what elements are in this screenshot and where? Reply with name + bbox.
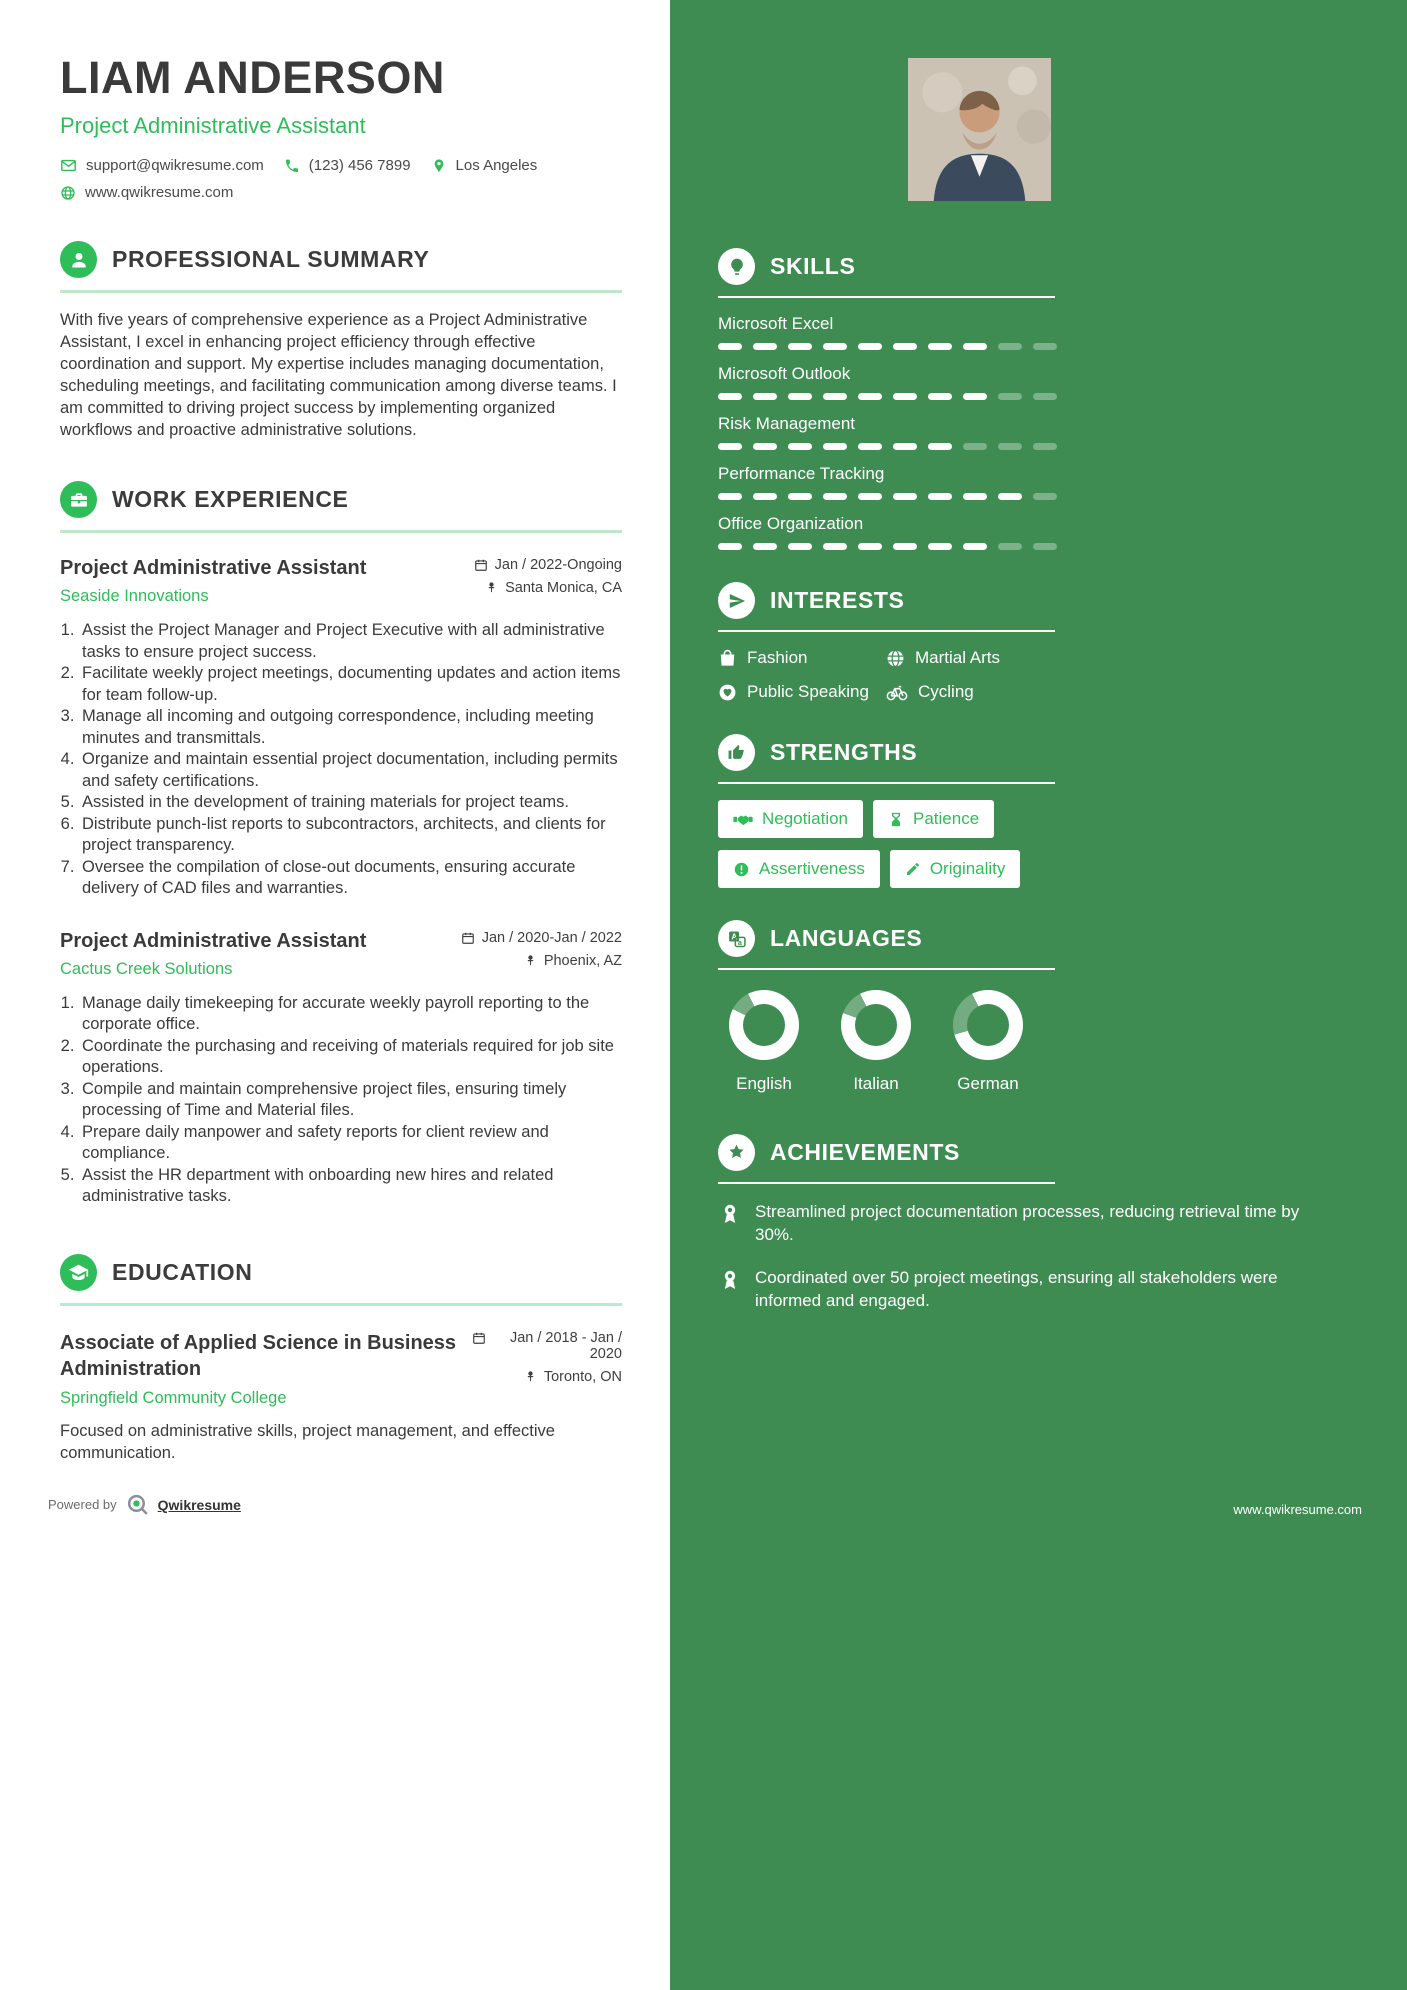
- education-dates: Jan / 2018 - Jan / 2020: [509, 1329, 622, 1362]
- achievements-heading: ACHIEVEMENTS: [770, 1139, 960, 1165]
- languages-list: [718, 990, 1359, 1094]
- strength-item: [718, 800, 863, 838]
- powered-by-label: Powered by: [48, 1497, 117, 1512]
- job-dates: Jan / 2020-Jan / 2022: [481, 929, 622, 946]
- pin-icon: [431, 158, 447, 174]
- website-contact[interactable]: [60, 184, 233, 201]
- job-bullet: 2. Coordinate the purchasing and receiving of materials required for job site operations.: [79, 1036, 622, 1079]
- language-item: [834, 990, 918, 1094]
- interest-label: Public Speaking: [747, 682, 869, 701]
- translate-icon: [718, 920, 755, 957]
- job-bullet: 1. Manage daily timekeeping for accurate weekly payroll reporting to the corporate office.: [79, 993, 622, 1036]
- language-label: Italian: [853, 1074, 899, 1093]
- medal-icon: [718, 1268, 742, 1312]
- phone-text: (123) 456 7899: [308, 157, 411, 174]
- job-bullet: 5. Assist the HR department with onboarding new hires and related administrative tasks.: [79, 1165, 622, 1208]
- interests-heading: INTERESTS: [770, 587, 905, 613]
- skill-name: Performance Tracking: [718, 464, 885, 483]
- education-entry: [60, 1330, 622, 1464]
- pushpin-icon: [524, 1370, 537, 1383]
- degree-title: Associate of Applied Science in Business Administration: [60, 1331, 457, 1380]
- education-location: Toronto, ON: [543, 1368, 622, 1385]
- interest-item: [718, 682, 886, 702]
- strengths-heading: STRENGTHS: [770, 739, 918, 765]
- job-bullets: [60, 620, 622, 900]
- sidebar-website-url[interactable]: www.qwikresume.com: [1233, 1502, 1362, 1517]
- skill-item: [718, 464, 1359, 500]
- achievement-item: [718, 1200, 1359, 1246]
- education-description: Focused on administrative skills, project management, and effective communication.: [60, 1421, 555, 1462]
- exclamation-icon: [733, 861, 750, 878]
- job-bullet: 5. Assisted in the development of training materials for project teams.: [79, 792, 622, 814]
- skill-name: Risk Management: [718, 414, 856, 433]
- bicycle-icon: [886, 683, 908, 702]
- calendar-icon: [474, 558, 488, 572]
- candidate-name: LIAM ANDERSON: [60, 52, 445, 103]
- achievements-list: [718, 1200, 1359, 1312]
- languages-section: [718, 920, 1359, 1094]
- phone-contact[interactable]: [284, 157, 411, 174]
- profile-photo: [908, 58, 1051, 201]
- strength-label: Patience: [913, 809, 980, 828]
- strength-item: [718, 850, 880, 888]
- language-donut-chart: [729, 990, 799, 1060]
- summary-section-header: [60, 241, 622, 293]
- shopping-bag-icon: [718, 649, 737, 668]
- experience-heading: WORK EXPERIENCE: [112, 486, 349, 512]
- globe-icon: [60, 185, 76, 201]
- strengths-list: [718, 800, 1058, 888]
- job-bullet: 7. Oversee the compilation of close-out documents, ensuring accurate delivery of CAD files and warranties.: [79, 857, 622, 900]
- job-title: Project Administrative Assistant: [60, 557, 367, 579]
- contact-info: [60, 157, 622, 201]
- fist-icon: [718, 734, 755, 771]
- paper-plane-icon: [718, 582, 755, 619]
- skill-item: [718, 314, 1359, 350]
- language-label: German: [957, 1074, 1019, 1093]
- job-entry: [60, 930, 622, 1208]
- skill-level-bar: [718, 543, 1359, 550]
- footer: [48, 1492, 241, 1517]
- candidate-title: Project Administrative Assistant: [60, 113, 366, 138]
- job-company: Cactus Creek Solutions: [60, 959, 233, 978]
- strengths-section: [718, 734, 1359, 888]
- education-section: [60, 1254, 622, 1464]
- strength-label: Originality: [929, 859, 1006, 878]
- email-contact[interactable]: [60, 157, 264, 174]
- phone-icon: [284, 158, 300, 174]
- job-bullet: 3. Manage all incoming and outgoing correspondence, including meeting minutes and transmittals.: [79, 706, 622, 749]
- skill-level-bar: [718, 493, 1359, 500]
- job-bullet: 1. Assist the Project Manager and Project Executive with all administrative tasks to ensure project success.: [79, 620, 622, 663]
- experience-section: [60, 481, 622, 1208]
- job-location: Phoenix, AZ: [543, 952, 622, 969]
- achievements-section-header: [718, 1134, 1055, 1184]
- job-bullet: 6. Distribute punch-list reports to subcontractors, architects, and clients for project transparency.: [79, 814, 622, 857]
- achievement-text: Coordinated over 50 project meetings, ensuring all stakeholders were informed and engaged.: [755, 1268, 1278, 1310]
- skill-item: [718, 514, 1359, 550]
- interest-item: [886, 648, 1359, 668]
- handshake-icon: [733, 811, 753, 827]
- interest-label: Fashion: [747, 648, 808, 667]
- interest-item: [886, 682, 1359, 702]
- school-name: Springfield Community College: [60, 1388, 287, 1407]
- strength-label: Negotiation: [762, 809, 849, 828]
- interest-label: Martial Arts: [915, 648, 1001, 667]
- location-contact: [431, 157, 538, 174]
- job-bullet: 4. Prepare daily manpower and safety reports for client review and compliance.: [79, 1122, 622, 1165]
- person-icon: [60, 241, 97, 278]
- globe-icon: [886, 649, 905, 668]
- job-title: Project Administrative Assistant: [60, 929, 367, 952]
- achievements-section: [718, 1134, 1359, 1312]
- pencil-icon: [905, 861, 921, 877]
- summary-section: [60, 241, 622, 441]
- education-heading: EDUCATION: [112, 1258, 253, 1285]
- skill-level-bar: [718, 343, 1359, 350]
- svg-text:a: a: [737, 938, 742, 947]
- job-bullet: 3. Compile and maintain comprehensive project files, ensuring timely processing of Time and Material files.: [79, 1079, 622, 1122]
- summary-text: With five years of comprehensive experience as a Project Administrative Assistant, I excel in enhancing project efficiency through effective coordination and support. My expertise includes managing documentation, scheduling meetings, and facilitating communication among diverse teams. I am committed to driving project success by implementing organized workflows and proactive administrative solutions.: [60, 311, 617, 439]
- skill-name: Office Organization: [718, 514, 864, 533]
- strength-item: [890, 850, 1021, 888]
- achievement-item: [718, 1266, 1359, 1312]
- strengths-section-header: [718, 734, 1055, 784]
- interests-list: [718, 648, 1359, 702]
- job-company: Seaside Innovations: [60, 587, 209, 605]
- skill-level-bar: [718, 393, 1359, 400]
- language-donut-chart: [953, 990, 1023, 1060]
- heart-hands-icon: [718, 683, 737, 702]
- trophy-icon: [718, 1134, 755, 1171]
- interest-item: [718, 648, 886, 668]
- email-text: support@qwikresume.com: [86, 157, 264, 174]
- skill-level-bar: [718, 443, 1359, 450]
- job-dates: Jan / 2022-Ongoing: [494, 557, 622, 573]
- main-column: [0, 0, 670, 1990]
- interests-section-header: [718, 582, 1055, 632]
- skill-item: [718, 364, 1359, 400]
- envelope-icon: [60, 157, 77, 174]
- pushpin-icon: [524, 954, 537, 967]
- briefcase-icon: [60, 481, 97, 518]
- languages-heading: LANGUAGES: [770, 925, 923, 951]
- sidebar: [670, 0, 1407, 1990]
- interests-section: [718, 582, 1359, 702]
- skills-section: [718, 248, 1359, 550]
- summary-heading: PROFESSIONAL SUMMARY: [112, 246, 430, 272]
- qwikresume-logo-icon: [125, 1492, 150, 1517]
- languages-section-header: [718, 920, 1055, 970]
- skills-heading: SKILLS: [770, 253, 856, 279]
- skill-item: [718, 414, 1359, 450]
- skills-section-header: [718, 248, 1055, 298]
- skills-list: [718, 314, 1359, 550]
- language-donut-chart: [841, 990, 911, 1060]
- achievement-text: Streamlined project documentation processes, reducing retrieval time by 30%.: [755, 1202, 1300, 1244]
- lightbulb-icon: [718, 248, 755, 285]
- job-bullet: 2. Facilitate weekly project meetings, documenting updates and action items for team follow-up.: [79, 663, 622, 706]
- skill-name: Microsoft Outlook: [718, 364, 851, 383]
- hourglass-icon: [888, 811, 904, 828]
- interest-label: Cycling: [918, 682, 974, 701]
- medal-icon: [718, 1202, 742, 1246]
- website-text: www.qwikresume.com: [85, 184, 234, 201]
- calendar-icon: [461, 931, 475, 945]
- experience-section-header: [60, 481, 622, 533]
- location-text: Los Angeles: [455, 157, 538, 174]
- job-entry: [60, 557, 622, 900]
- job-location: Santa Monica, CA: [505, 580, 622, 596]
- language-item: [946, 990, 1030, 1094]
- education-section-header: [60, 1254, 622, 1306]
- pushpin-icon: [485, 581, 498, 594]
- job-bullet: 4. Organize and maintain essential project documentation, including permits and safety certifications.: [79, 749, 622, 792]
- strength-item: [873, 800, 994, 838]
- svg-text:A: A: [730, 932, 737, 942]
- qwikresume-link[interactable]: Qwikresume: [157, 1496, 241, 1513]
- graduation-cap-icon: [60, 1254, 97, 1291]
- strength-label: Assertiveness: [759, 859, 865, 878]
- calendar-icon: [472, 1331, 486, 1345]
- job-bullets: [60, 993, 622, 1208]
- skill-name: Microsoft Excel: [718, 314, 834, 333]
- language-item: [722, 990, 806, 1094]
- language-label: English: [736, 1074, 792, 1093]
